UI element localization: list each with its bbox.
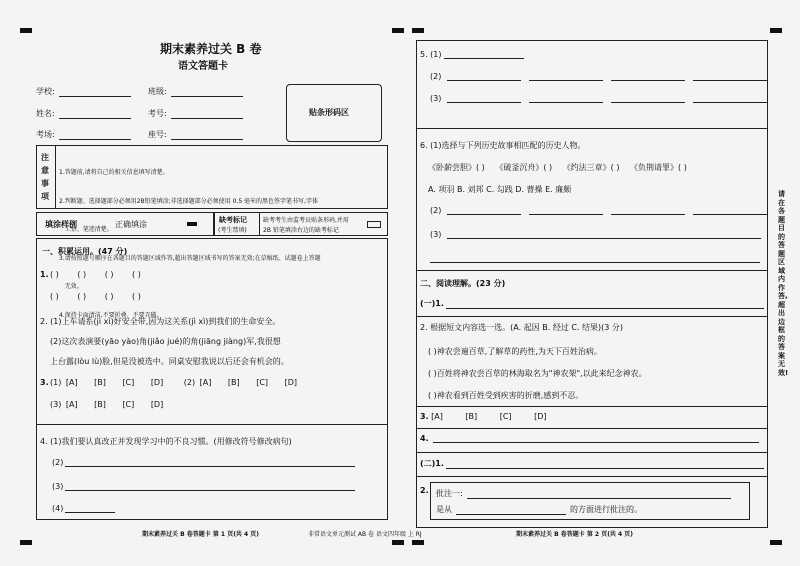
registration-mark: [770, 28, 782, 33]
absent-bubble[interactable]: [367, 221, 381, 228]
r4-row[interactable]: [420, 434, 759, 443]
option-bubble[interactable]: [B]: [94, 400, 106, 409]
q6-title: 6. (1)选择与下列历史故事相匹配的历史人物。: [420, 141, 586, 150]
notice-item: 1.答题前,请将自己的相关信息填写清楚。: [59, 169, 169, 176]
correct-fill-label: 正确填涂: [115, 220, 147, 229]
q4-sub-label: (4): [52, 504, 64, 513]
q3-sub-label: (1): [50, 378, 62, 387]
seat-field[interactable]: [148, 129, 243, 140]
part1-label: (一)1.: [420, 299, 444, 308]
name-label: 姓名:: [36, 109, 55, 118]
notice-label-column: [37, 146, 56, 208]
school-field[interactable]: [36, 86, 131, 97]
q3-sub-label: (3): [50, 400, 62, 409]
footer-right: 期末素养过关 B 卷答题卡 第 2 页(共 4 页): [516, 531, 634, 538]
exam-room-field[interactable]: [36, 129, 131, 140]
q4-sub-label: (3): [52, 482, 64, 491]
barcode-area: [286, 84, 382, 142]
absent-mark-box: [214, 212, 388, 236]
class-label: 班级:: [148, 87, 167, 96]
section2-title: 二、阅读理解。(23 分): [420, 279, 506, 288]
option-bubble[interactable]: [A]: [65, 378, 78, 387]
option-bubble[interactable]: [D]: [150, 400, 164, 409]
option-bubble[interactable]: [C]: [256, 378, 269, 387]
exam-room-label: 考场:: [36, 130, 55, 139]
q4-sub2-row[interactable]: [52, 458, 355, 467]
option-bubble[interactable]: [D]: [284, 378, 297, 387]
notice-item: 3.请按照题号顺序在各题目的答题区域作答,超出答题区域书写的答案无效;在草稿纸、试题卷上答题: [59, 254, 321, 262]
divider: [416, 316, 768, 317]
part2-row[interactable]: [420, 458, 764, 469]
footer-middle: 非常语文单元测试 AB 卷 语文四年级 上 RJ: [308, 531, 422, 538]
notice-item: 工整、笔迹清楚。: [59, 226, 113, 233]
notice-label-char: 注: [41, 153, 49, 162]
notice-item: 无效。: [59, 283, 83, 290]
registration-mark: [20, 28, 32, 33]
option-bubble[interactable]: [C]: [499, 412, 512, 421]
absent-desc: 缺考考生由监考员贴条形码,并用: [263, 217, 349, 224]
registration-mark: [392, 28, 404, 33]
fill-example-box: [36, 212, 214, 236]
option-bubble[interactable]: [B]: [227, 378, 240, 387]
notice-item: 2.判断题、选择题部分必须用2B铅笔填涂;非选择题部分必须使用 0.5 毫米的黑色签字笔书写,字体: [59, 197, 318, 205]
story-item[interactable]: 《卧薪尝胆》( ): [428, 163, 485, 172]
q3-row2: [50, 400, 163, 409]
q6-sub-label: (2): [430, 206, 442, 215]
q2-line: 上台露(lòu lù)脸,但是没被选中。同桌安慰我说以后还会有机会的。: [50, 357, 289, 366]
q3-sub-label: (2): [183, 378, 196, 387]
q4-sub3-row[interactable]: [52, 482, 355, 491]
comment1-label: 批注一:: [436, 489, 463, 498]
q5-label: 5. (1): [420, 50, 442, 59]
registration-mark: [412, 540, 424, 545]
answer-line[interactable]: [430, 262, 760, 263]
notice-label-char: 意: [41, 166, 49, 175]
exam-number-field[interactable]: [148, 108, 243, 119]
option-bubble[interactable]: [C]: [122, 400, 135, 409]
option-bubble[interactable]: [D]: [150, 378, 164, 387]
r3-row: [420, 412, 546, 421]
r2-title: 2. 根据短文内容选一选。(A. 起因 B. 经过 C. 结果)(3 分): [420, 323, 624, 332]
q6-people: A. 项羽 B. 刘邦 C. 勾践 D. 曹操 E. 廉颇: [428, 185, 572, 194]
option-bubble[interactable]: [A]: [65, 400, 78, 409]
comment1-row[interactable]: [436, 488, 731, 499]
divider: [416, 270, 768, 271]
seat-label: 座号:: [148, 130, 167, 139]
divider: [416, 406, 768, 407]
absent-desc: 2B 铅笔填涂右边的缺考标记: [263, 227, 339, 234]
q6-sub2-row[interactable]: [430, 206, 767, 215]
comment2-suffix: 的方面进行批注的。: [570, 505, 642, 514]
option-bubble[interactable]: [C]: [122, 378, 135, 387]
option-bubble[interactable]: [B]: [465, 412, 478, 421]
q5-sub2-row[interactable]: [430, 72, 767, 81]
q3-row1: [50, 378, 297, 387]
barcode-label: 贴条形码区: [309, 108, 349, 117]
answer-paren[interactable]: ( ): [104, 270, 114, 279]
story-item[interactable]: 《破釜沉舟》( ): [495, 163, 553, 172]
answer-paren[interactable]: ( ): [132, 292, 141, 301]
answer-paren[interactable]: ( ): [132, 270, 141, 279]
divider: [36, 424, 388, 425]
q5-sub-label: (3): [430, 94, 442, 103]
exam-number-label: 考号:: [148, 109, 167, 118]
divider: [416, 452, 768, 453]
registration-mark: [770, 540, 782, 545]
answer-paren[interactable]: ( ): [104, 292, 114, 301]
part2-label: (二)1.: [420, 459, 444, 468]
registration-mark: [20, 540, 32, 545]
story-item[interactable]: 《负荆请罪》( ): [630, 163, 687, 172]
q2-line: 2. (1)上车请系(jì xì)好安全带,因为这关系(jì xì)到我们的生命安全。: [40, 317, 281, 326]
q5-sub1-row[interactable]: [420, 50, 524, 59]
notice-label-char: 项: [41, 192, 49, 201]
q4-sub4-row[interactable]: [52, 504, 115, 513]
comment2-prefix: 是从: [436, 505, 452, 514]
footer-left: 期末素养过关 B 卷答题卡 第 1 页(共 4 页): [142, 531, 260, 538]
divider: [416, 428, 768, 429]
q6-stories: [428, 162, 687, 173]
fill-example-label: 填涂样例: [45, 220, 77, 229]
q1-row2: [50, 292, 141, 301]
name-field[interactable]: [36, 108, 131, 119]
q2-line: (2)这次表演要(yāo yào)角(jiǎo jué)的角(jiāng jiàng)军,我很想: [50, 337, 281, 346]
registration-mark: [412, 28, 424, 33]
r3-label: 3.: [420, 412, 429, 421]
q6-sub-label: (3): [430, 230, 442, 239]
q5-sub-label: (2): [430, 72, 442, 81]
q1-row1: [50, 270, 141, 279]
r2-item[interactable]: ( )神农尝遍百草,了解草的药性,为天下百姓治病。: [428, 347, 602, 356]
option-bubble[interactable]: [A]: [431, 412, 443, 421]
r2-item[interactable]: ( )百姓将神农尝百草的林海取名为"神农架",以此来纪念神农。: [428, 369, 647, 378]
answer-paren[interactable]: ( ): [50, 292, 59, 301]
divider: [416, 128, 768, 129]
page-subtitle: 语文答题卡: [178, 61, 228, 72]
divider: [416, 476, 768, 477]
school-label: 学校:: [36, 87, 55, 96]
notice-label-char: 事: [41, 179, 49, 188]
r2b-label: 2.: [420, 486, 429, 495]
q5-sub3-row[interactable]: [430, 94, 767, 103]
answer-paren[interactable]: ( ): [77, 292, 87, 301]
option-bubble[interactable]: [D]: [534, 412, 547, 421]
absent-mark-sub: (考生禁填): [218, 227, 247, 234]
section1-title: 一、积累运用。(47 分): [42, 247, 128, 256]
absent-mark-label: 缺考标记: [219, 216, 247, 224]
page-title: 期末素养过关 B 卷: [160, 42, 262, 56]
q4-sub-label: (2): [52, 458, 64, 467]
q6-sub3-row[interactable]: [430, 230, 761, 239]
story-item[interactable]: 《约法三章》( ): [562, 163, 620, 172]
q1-label: 1.: [40, 270, 49, 279]
filled-bubble-icon: [187, 222, 197, 226]
r4-label: 4.: [420, 434, 429, 443]
comment2-row[interactable]: [436, 504, 642, 515]
registration-mark: [392, 540, 404, 545]
answer-paren[interactable]: ( ): [77, 270, 87, 279]
q3-label: 3.: [40, 378, 49, 387]
q4-text: 4. (1)我们要认真改正并发现学习中的不良习惯。(用修改符号修改病句): [40, 437, 292, 446]
notice-item: 4.保持卡面清洁,不要折叠、不要弄破。: [59, 311, 163, 319]
answer-paren[interactable]: ( ): [50, 270, 59, 279]
option-bubble[interactable]: [A]: [199, 378, 212, 387]
class-field[interactable]: [148, 86, 243, 97]
option-bubble[interactable]: [B]: [94, 378, 106, 387]
part1-row[interactable]: [420, 298, 764, 309]
r2-item[interactable]: ( )神农看到百姓受到疾害的折磨,感到不忍。: [428, 391, 584, 400]
side-note: 请在各题目的答题区域内作答,超出边框的答案无效!: [778, 190, 789, 377]
